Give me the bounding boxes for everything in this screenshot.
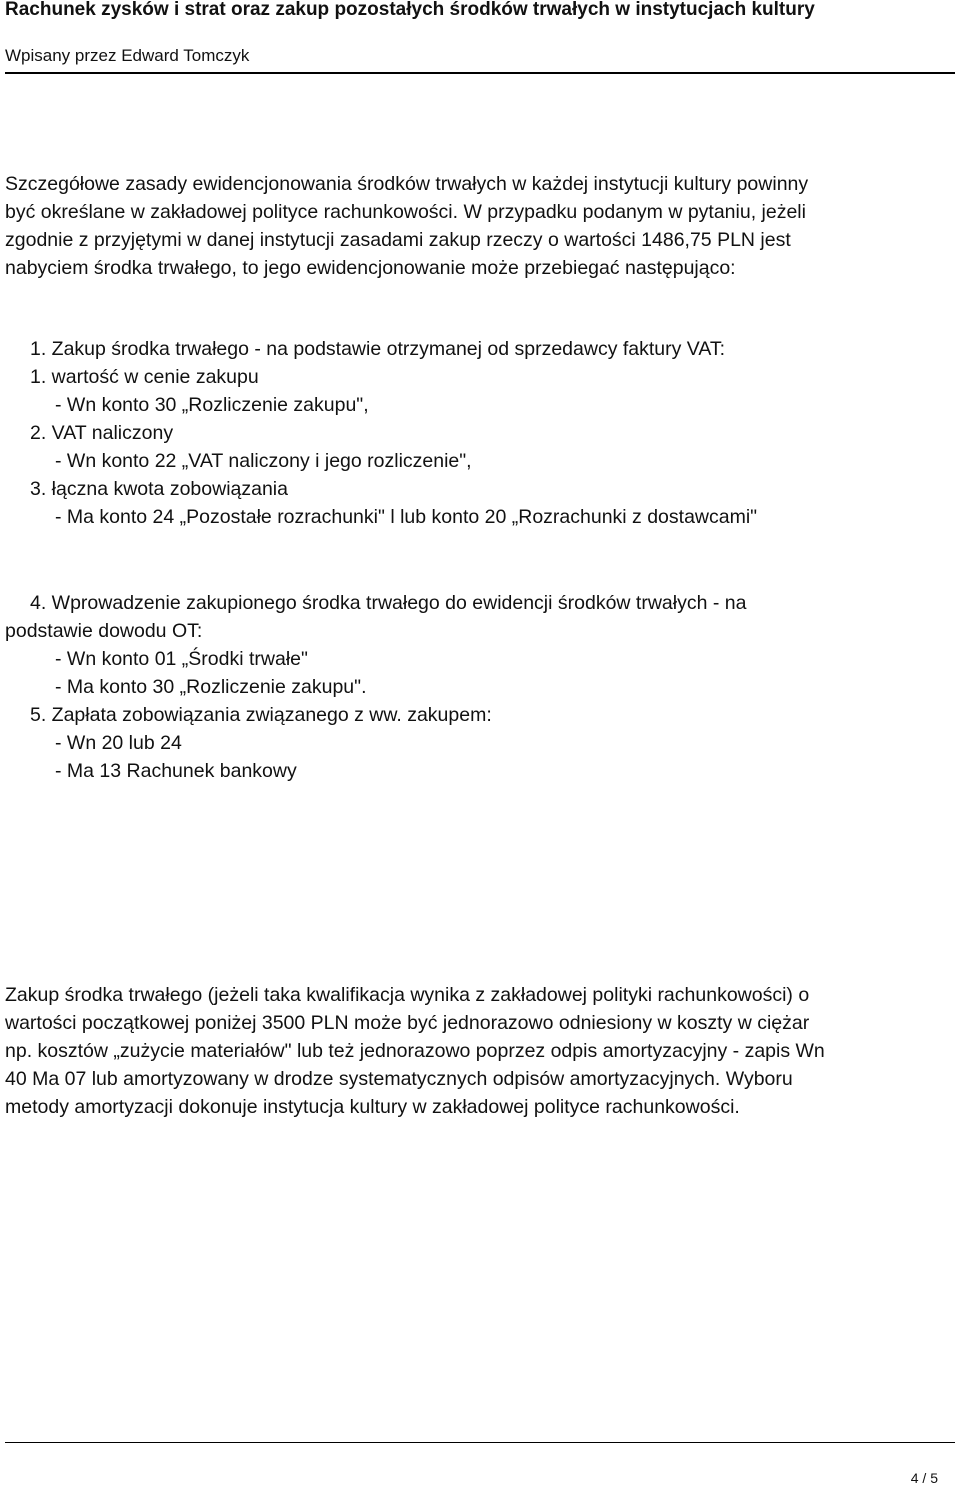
substep-1-entry: - Wn konto 30 „Rozliczenie zakupu", xyxy=(55,394,369,416)
step-1-heading: 1. Zakup środka trwałego - na podstawie otrzymanej od sprzedawcy faktury VAT: xyxy=(30,338,726,360)
closing-line: Zakup środka trwałego (jeżeli taka kwalifikacja wynika z zakładowej polityki rachunkowości) o xyxy=(5,984,810,1006)
step-5-entry-credit: - Ma 13 Rachunek bankowy xyxy=(55,760,297,782)
accounting-steps-list xyxy=(5,335,757,531)
author-line: Wpisany przez Edward Tomczyk xyxy=(5,46,250,65)
substep-2: 2. VAT naliczony xyxy=(30,422,174,444)
closing-line: metody amortyzacji dokonuje instytucja kultury w zakładowej polityce rachunkowości. xyxy=(5,1096,740,1118)
substep-1: 1. wartość w cenie zakupu xyxy=(30,366,259,388)
substep-2-entry: - Wn konto 22 „VAT naliczony i jego rozliczenie", xyxy=(55,450,472,472)
substep-3: 3. łączna kwota zobowiązania xyxy=(30,478,288,500)
header-divider xyxy=(5,72,955,74)
closing-line: 40 Ma 07 lub amortyzowany w drodze systematycznych odpisów amortyzacyjnych. Wyboru xyxy=(5,1068,793,1090)
step-4-entry-credit: - Ma konto 30 „Rozliczenie zakupu". xyxy=(55,676,367,698)
document-title: Rachunek zysków i strat oraz zakup pozostałych środków trwałych w instytucjach kultury xyxy=(5,0,815,20)
intro-line: zgodnie z przyjętymi w danej instytucji zasadami zakup rzeczy o wartości 1486,75 PLN jest xyxy=(5,229,791,251)
intro-line: być określane w zakładowej polityce rachunkowości. W przypadku podanym w pytaniu, jeżeli xyxy=(5,201,806,223)
closing-line: np. kosztów „zużycie materiałów" lub też jednorazowo poprzez odpis amortyzacyjny - zapis Wn xyxy=(5,1040,825,1062)
accounting-steps-continued xyxy=(5,589,746,785)
page-number: 4 / 5 xyxy=(910,1470,938,1486)
intro-line: nabyciem środka trwałego, to jego ewidencjonowanie może przebiegać następująco: xyxy=(5,257,736,279)
closing-line: wartości początkowej poniżej 3500 PLN może być jednorazowo odniesiony w koszty w ciężar xyxy=(5,1012,810,1034)
step-5-entry-debit: - Wn 20 lub 24 xyxy=(55,732,182,754)
intro-paragraph xyxy=(5,170,808,282)
step-5-heading: 5. Zapłata zobowiązania związanego z ww. zakupem: xyxy=(30,704,492,726)
footer-divider xyxy=(5,1442,955,1443)
substep-3-entry: - Ma konto 24 „Pozostałe rozrachunki" l lub konto 20 „Rozrachunki z dostawcami" xyxy=(55,506,758,528)
step-4-heading: 4. Wprowadzenie zakupionego środka trwałego do ewidencji środków trwałych - na xyxy=(30,592,747,614)
step-4-entry-debit: - Wn konto 01 „Środki trwałe" xyxy=(55,648,308,670)
intro-line: Szczegółowe zasady ewidencjonowania środków trwałych w każdej instytucji kultury powinny xyxy=(5,173,809,195)
closing-paragraph xyxy=(5,981,825,1121)
step-4-heading-continued: podstawie dowodu OT: xyxy=(5,620,203,642)
